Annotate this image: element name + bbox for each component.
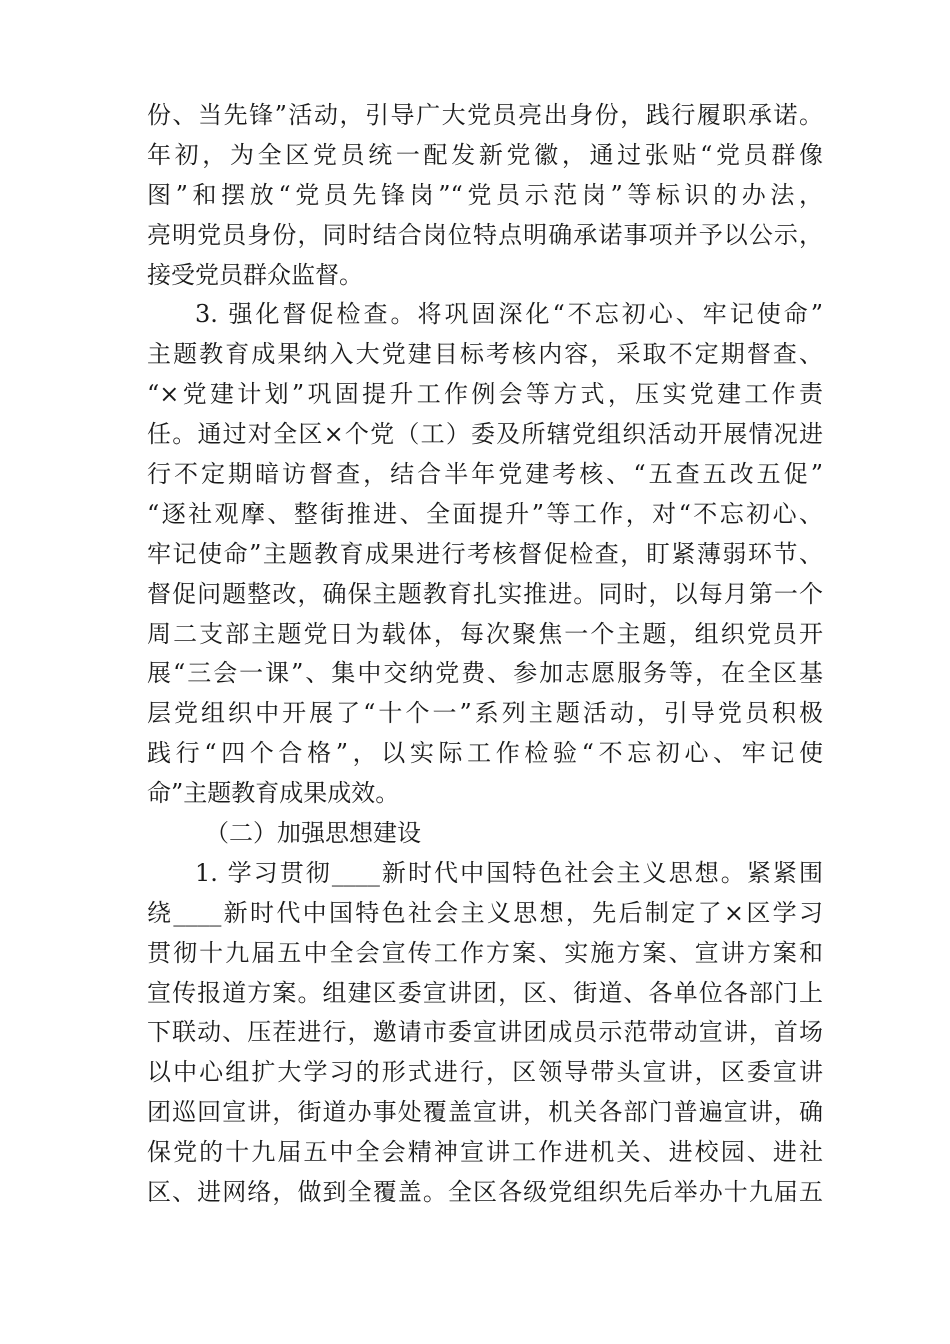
text-line: 区、进网络，做到全覆盖。全区各级党组织先后举办十九届五 (147, 1178, 823, 1207)
text-line: 保党的十九届五中全会精神宣讲工作进机关、进校园、进社 (147, 1138, 823, 1167)
text-line: 团巡回宣讲，街道办事处覆盖宣讲，机关各部门普遍宣讲，确 (147, 1098, 823, 1127)
text-line: 层党组织中开展了“十个一”系列主题活动，引导党员积极 (147, 699, 823, 728)
item-heading-line: 3. 强化督促检查。将巩固深化“不忘初心、牢记使命” (195, 300, 823, 329)
section-heading: （二）加强思想建设 (205, 819, 421, 848)
text-line: 绕____新时代中国特色社会主义思想，先后制定了×区学习 (147, 898, 823, 927)
text-line: 命”主题教育成果成效。 (147, 779, 400, 808)
text-line: 督促问题整改，确保主题教育扎实推进。同时，以每月第一个 (147, 579, 823, 608)
item-heading-line: 1. 学习贯彻____新时代中国特色社会主义思想。紧紧围 (195, 858, 823, 887)
text-line: 任。通过对全区×个党（工）委及所辖党组织活动开展情况进 (147, 420, 823, 449)
text-line: 以中心组扩大学习的形式进行，区领导带头宣讲，区委宣讲 (147, 1058, 823, 1087)
text-line: 牢记使命”主题教育成果进行考核督促检查，盯紧薄弱环节、 (147, 539, 823, 568)
text-line: 接受党员群众监督。 (147, 260, 363, 289)
body-text (147, 96, 823, 1213)
text-line: 主题教育成果纳入大党建目标考核内容，采取不定期督查、 (147, 340, 823, 369)
text-line: 亮明党员身份，同时结合岗位特点明确承诺事项并予以公示， (147, 220, 823, 249)
text-line: “逐社观摩、整街推进、全面提升”等工作，对“不忘初心、 (147, 499, 823, 528)
text-line: 展“三会一课”、集中交纳党费、参加志愿服务等，在全区基 (147, 659, 823, 688)
text-line: 宣传报道方案。组建区委宣讲团，区、街道、各单位各部门上 (147, 978, 823, 1007)
text-line: 份、当先锋”活动，引导广大党员亮出身份，践行履职承诺。 (147, 101, 823, 129)
text-line: 年初，为全区党员统一配发新党徽，通过张贴“党员群像 (147, 140, 823, 169)
text-line: 贯彻十九届五中全会宣传工作方案、实施方案、宣讲方案和 (147, 938, 823, 967)
text-line: 践行“四个合格”，以实际工作检验“不忘初心、牢记使 (147, 739, 823, 768)
text-line: 行不定期暗访督查，结合半年党建考核、“五查五改五促” (147, 460, 823, 489)
text-line: “×党建计划”巩固提升工作例会等方式，压实党建工作责 (147, 380, 823, 409)
text-line: 周二支部主题党日为载体，每次聚焦一个主题，组织党员开 (147, 619, 823, 648)
text-line: 图”和摆放“党员先锋岗”“党员示范岗”等标识的办法， (147, 180, 823, 209)
text-line: 下联动、压茬进行，邀请市委宣讲团成员示范带动宣讲，首场 (147, 1018, 823, 1047)
